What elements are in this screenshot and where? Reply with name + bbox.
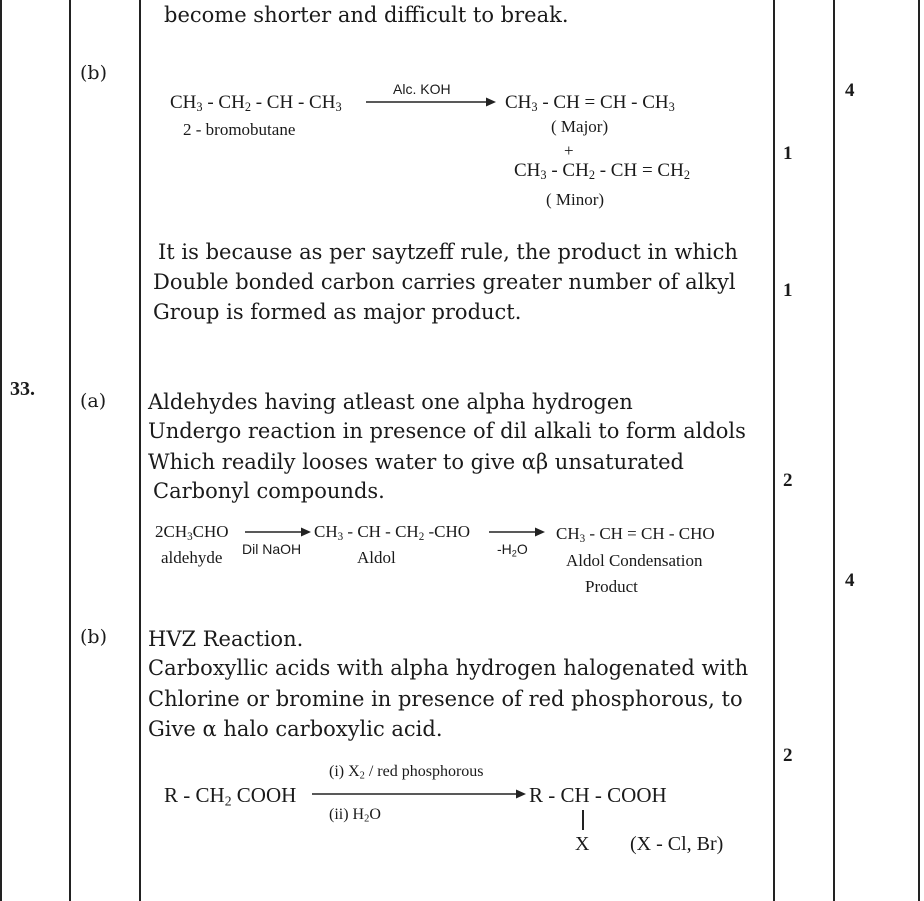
reaction2-reagent-2: $-H_2O$ xyxy=(497,541,528,559)
total-2: 4 xyxy=(845,570,855,591)
reaction3-product: R - CH - COOH xyxy=(529,783,667,807)
reaction3-substituent: X xyxy=(575,833,590,855)
reaction2-reactant: $2CH_3CHO$ xyxy=(155,522,229,543)
reaction3-arrow xyxy=(312,788,526,800)
aldol-line-1: Aldehydes having atleast one alpha hydrogen xyxy=(148,390,633,414)
reaction2-product: $CH_3$ - CH = CH - CHO xyxy=(556,524,715,545)
hvz-line-4: Give α halo carboxylic acid. xyxy=(148,717,443,741)
table-border-marks xyxy=(773,0,775,901)
reaction1-reactant-name: 2 - bromobutane xyxy=(183,120,296,139)
hvz-line-1: HVZ Reaction. xyxy=(148,627,304,651)
reaction2-product-name-2: Product xyxy=(585,577,638,596)
aldol-line-2: Undergo reaction in presence of dil alkali to form aldols xyxy=(148,419,746,443)
question-number: 33. xyxy=(10,378,35,400)
mark-3: 2 xyxy=(783,470,793,491)
reaction2-arrow-1 xyxy=(245,526,311,538)
table-border-right xyxy=(918,0,920,901)
hvz-line-3: Chlorine or bromine in presence of red phosphorous, to xyxy=(148,687,743,711)
aldol-line-3: Which readily looses water to give αβ unsaturated xyxy=(148,450,684,474)
reaction1-major-label: ( Major) xyxy=(551,117,609,136)
total-1: 4 xyxy=(845,80,855,101)
reaction2-reagent-1: Dil NaOH xyxy=(242,541,302,557)
reaction1-arrow xyxy=(366,96,496,108)
reaction2-arrow-2 xyxy=(489,526,545,538)
mark-2: 1 xyxy=(783,280,793,301)
reaction3-bond-line xyxy=(582,810,584,830)
reaction2-intermediate: $CH_3$ - CH - $CH_2$ -CHO xyxy=(314,522,471,543)
reaction1-minor-label: ( Minor) xyxy=(546,190,605,209)
saytzeff-line-3: Group is formed as major product. xyxy=(153,300,522,324)
reaction2-product-name-1: Aldol Condensation xyxy=(566,551,703,570)
hvz-line-2: Carboxyllic acids with alpha hydrogen halogenated with xyxy=(148,656,749,680)
reaction3-note: (X - Cl, Br) xyxy=(630,833,724,855)
reaction1-minor-product: $CH_3 - CH_2$ - CH = $CH_2$ xyxy=(514,160,690,183)
reaction1-reactant: $CH_3 - CH_2$ - CH - $CH_3$ xyxy=(170,92,342,115)
reaction1-reagent: Alc. KOH xyxy=(393,81,451,97)
part-label-b-1: (b) xyxy=(80,62,107,84)
continued-text: become shorter and difficult to break. xyxy=(164,3,569,27)
reaction1-major-product: $CH_3$ - CH = CH - $CH_3$ xyxy=(505,92,675,115)
reaction2-intermediate-name: Aldol xyxy=(357,548,396,567)
table-border-total xyxy=(833,0,835,901)
mark-4: 2 xyxy=(783,745,793,766)
part-label-a: (a) xyxy=(80,390,107,412)
reaction1-plus: + xyxy=(564,141,574,160)
part-label-b-2: (b) xyxy=(80,626,107,648)
table-border-part xyxy=(139,0,141,901)
reaction3-reactant: R - $CH_2$ COOH xyxy=(164,783,297,809)
mark-1: 1 xyxy=(783,143,793,164)
reaction3-reagent-top: (i) $X_2$ / red phosphorous xyxy=(329,763,484,782)
saytzeff-line-1: It is because as per saytzeff rule, the product in which xyxy=(158,240,738,264)
table-border-left xyxy=(0,0,2,901)
saytzeff-line-2: Double bonded carbon carries greater number of alkyl xyxy=(153,270,736,294)
table-border-qno xyxy=(69,0,71,901)
aldol-line-4: Carbonyl compounds. xyxy=(153,479,385,503)
reaction3-reagent-bottom: (ii) $H_2O$ xyxy=(329,806,381,825)
reaction2-reactant-name: aldehyde xyxy=(161,548,223,567)
